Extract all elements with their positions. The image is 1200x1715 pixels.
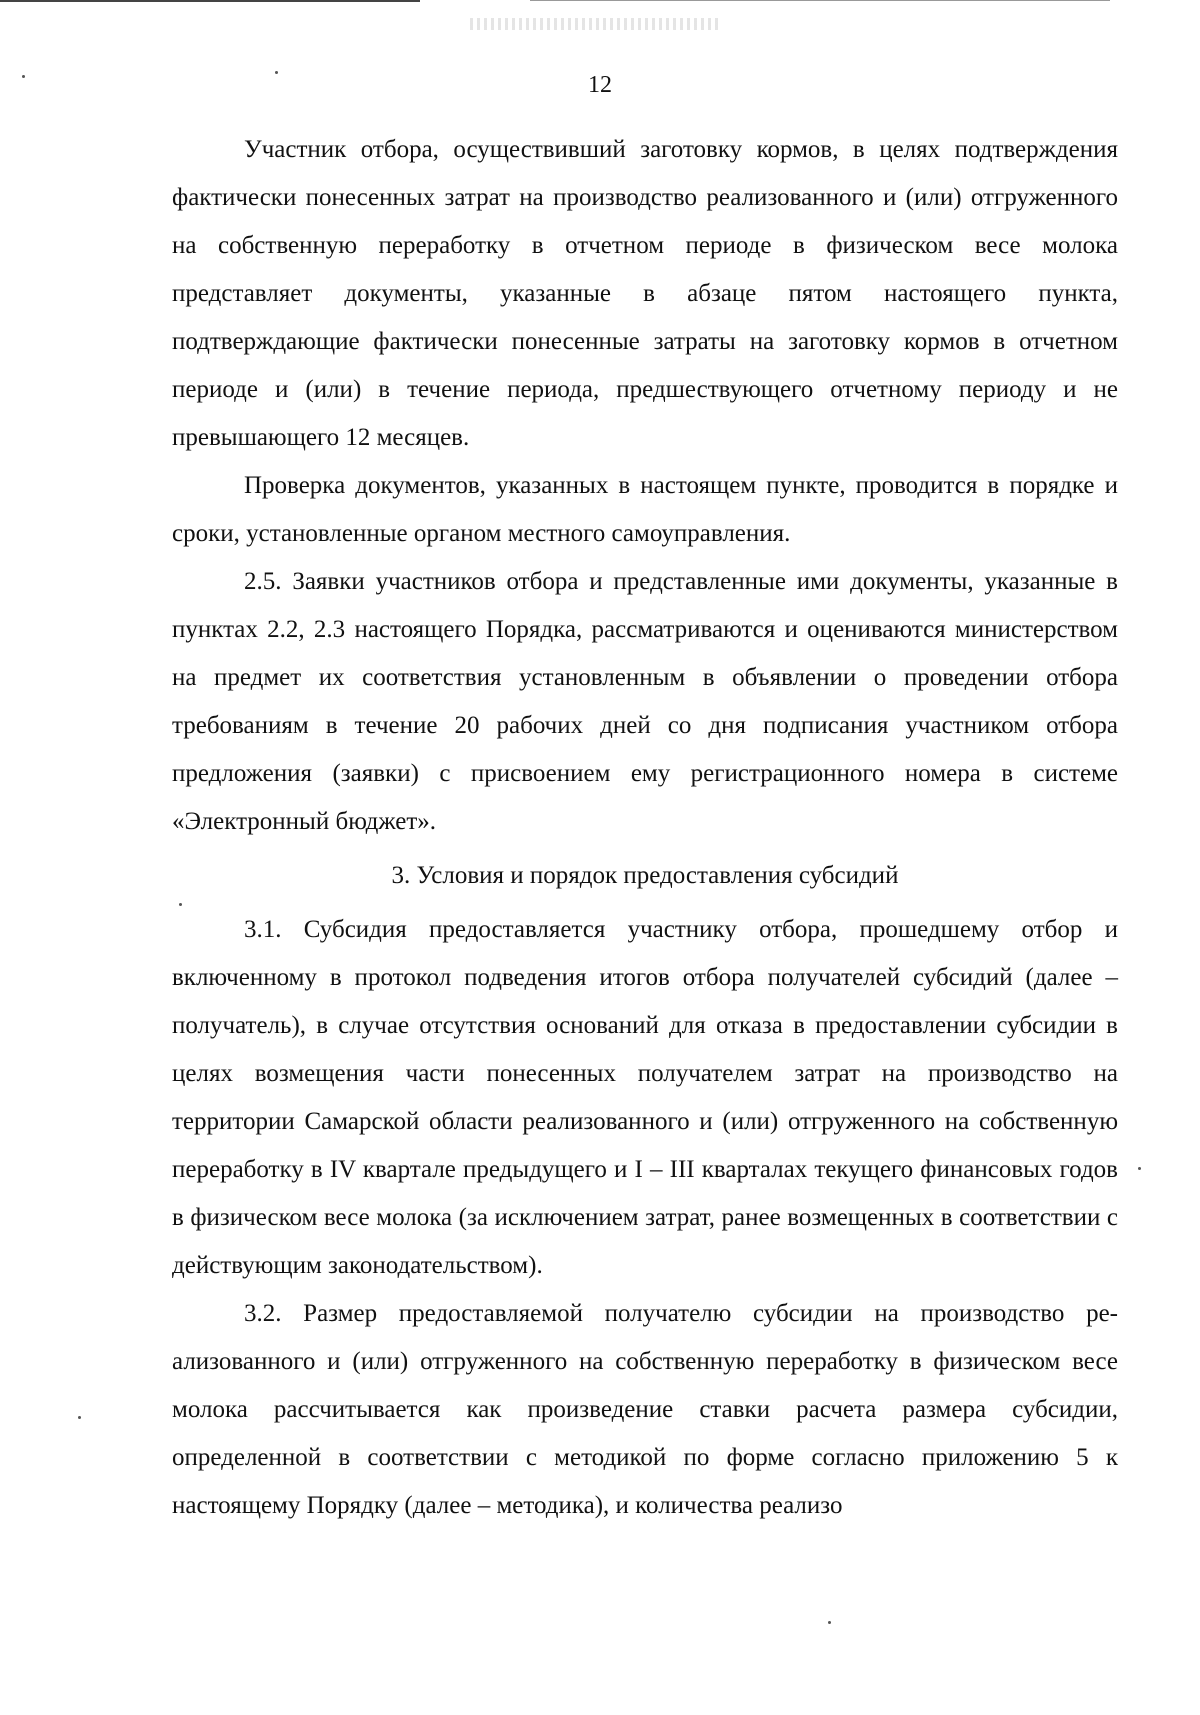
- paragraph: Участник отбора, осуществивший заготовку кормов, в целях подтверждения фактически понесенных затрат на производство реализованного и (или) отгруженного на собственную переработку в отчетном периоде в физическом весе молока представляет документы, указанные в абзаце пятом настоящего пункта, подтверждающие фактически понесенные затраты на заготовку кормов в отчетном периоде и (или) в течение периода, предшествующего отчетному периоду и не превышающего 12 месяцев.: [172, 136, 1118, 451]
- page-number: 12: [588, 72, 612, 98]
- scan-edge-line: [0, 0, 420, 2]
- scan-artifact: [470, 18, 720, 30]
- section-heading: 3. Условия и порядок предоставления субсидий: [391, 862, 899, 889]
- document-body: [172, 126, 1118, 1530]
- paragraph: 2.5. Заявки участников отбора и представленные ими документы, указанные в пунктах 2.2, 2.3 настоящего Порядка, рассматриваются и оцениваются министерством на предмет их соответствия установленным в объявлении о проведении отбора требованиям в течение 20 рабочих дней со дня подписания участником отбора предложения (заявки) с присвоением ему регистрационного номера в системе «Электронный бюджет».: [172, 568, 1118, 835]
- paragraph: 3.2. Размер предоставляемой получателю субсидии на производство реализованного и (или) отгруженного на собственную переработку в физическом весе молока рассчитывается как произведение ставки расчета размера субсидии, определенной в соответствии с методикой по форме согласно приложению 5 к настоящему Порядку (далее – методика), и количества реализо: [172, 1300, 1118, 1519]
- scan-speck: [828, 1621, 831, 1624]
- scan-speck: [78, 1416, 81, 1419]
- paragraph: 3.1. Субсидия предоставляется участнику отбора, прошедшему отбор и включенному в протокол подведения итогов отбора получателей субсидий (далее – получатель), в случае отсутствия оснований для отказа в предоставлении субсидии в целях возмещения части понесенных получателем затрат на производство на территории Самарской области реализованного и (или) отгруженного на собственную переработку в IV квартале предыдущего и I – III кварталах текущего финансовых годов в физическом весе молока (за исключением затрат, ранее возмещенных в соответствии с действующим законодательством).: [172, 916, 1118, 1279]
- paragraph: Проверка документов, указанных в настоящем пункте, проводится в порядке и сроки, установленные органом местного самоуправления.: [172, 472, 1118, 547]
- scan-speck: [1138, 1167, 1141, 1170]
- scan-edge-line-right: [530, 0, 1110, 1]
